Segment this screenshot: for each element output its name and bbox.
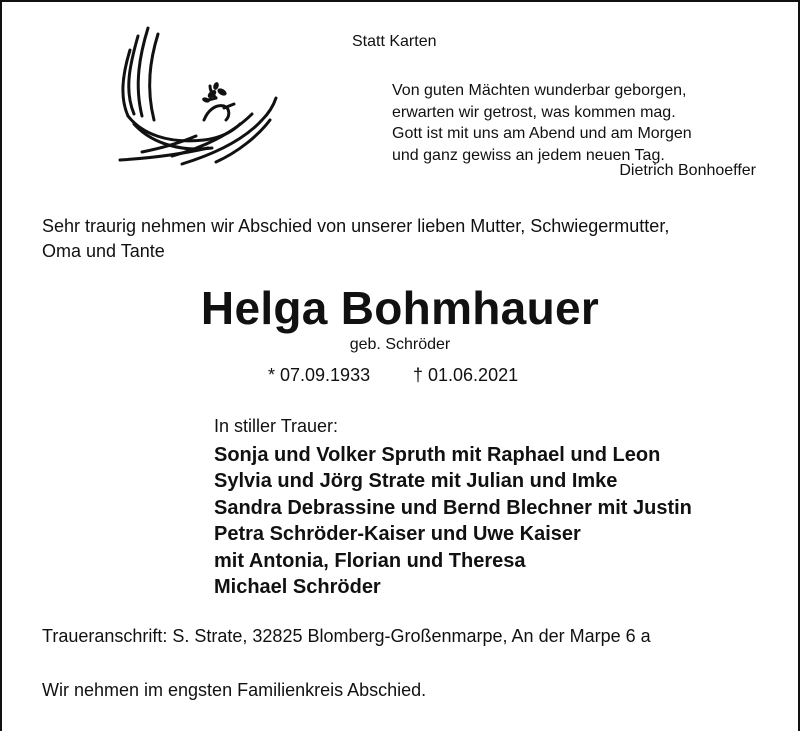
intro-line: Sehr traurig nehmen wir Abschied von unserer lieben Mutter, Schwiegermutter, [42, 216, 670, 236]
intro-line: Oma und Tante [42, 241, 165, 261]
mourners-label: In stiller Trauer: [214, 416, 339, 436]
mourner-entry: Sylvia und Jörg Strate mit Julian und Imke [214, 470, 618, 493]
poem-author: Dietrich Bonhoeffer [619, 162, 756, 179]
mourner-entry: Michael Schröder [214, 576, 381, 599]
poem-line: und ganz gewiss an jedem neuen Tag. [392, 146, 665, 164]
poem-line: Von guten Mächten wunderbar geborgen, [392, 82, 687, 99]
border-left [0, 0, 2, 731]
mourning-address: Traueranschrift: S. Strate, 32825 Blomberg-Großenmarpe, An der Marpe 6 a [42, 626, 651, 646]
farewell-note: Wir nehmen im engsten Familienkreis Abschied. [42, 680, 427, 700]
mourner-entry: Petra Schröder-Kaiser und Uwe Kaiser [214, 523, 581, 546]
intro-text [42, 214, 669, 264]
mourner-entry: Sonja und Volker Spruth mit Raphael und Leon [214, 444, 661, 466]
poem [392, 80, 692, 166]
dove-with-olive-branch-icon [112, 24, 282, 169]
border-top [0, 0, 800, 2]
birth-date: * 07.09.1933 [268, 365, 371, 385]
deceased-name: Helga Bohmhauer [200, 282, 600, 334]
mourner-entry: Sandra Debrassine und Bernd Blechner mit Justin [214, 496, 692, 519]
mourner-entry: mit Antonia, Florian und Theresa [214, 549, 526, 572]
statt-karten-label: Statt Karten [352, 33, 437, 50]
mourners-list [214, 442, 692, 600]
death-date: † 01.06.2021 [413, 365, 519, 385]
poem-line: erwarten wir getrost, was kommen mag. [392, 103, 676, 121]
birth-name: geb. Schröder [349, 336, 451, 353]
poem-line: Gott ist mit uns am Abend und am Morgen [392, 125, 692, 142]
